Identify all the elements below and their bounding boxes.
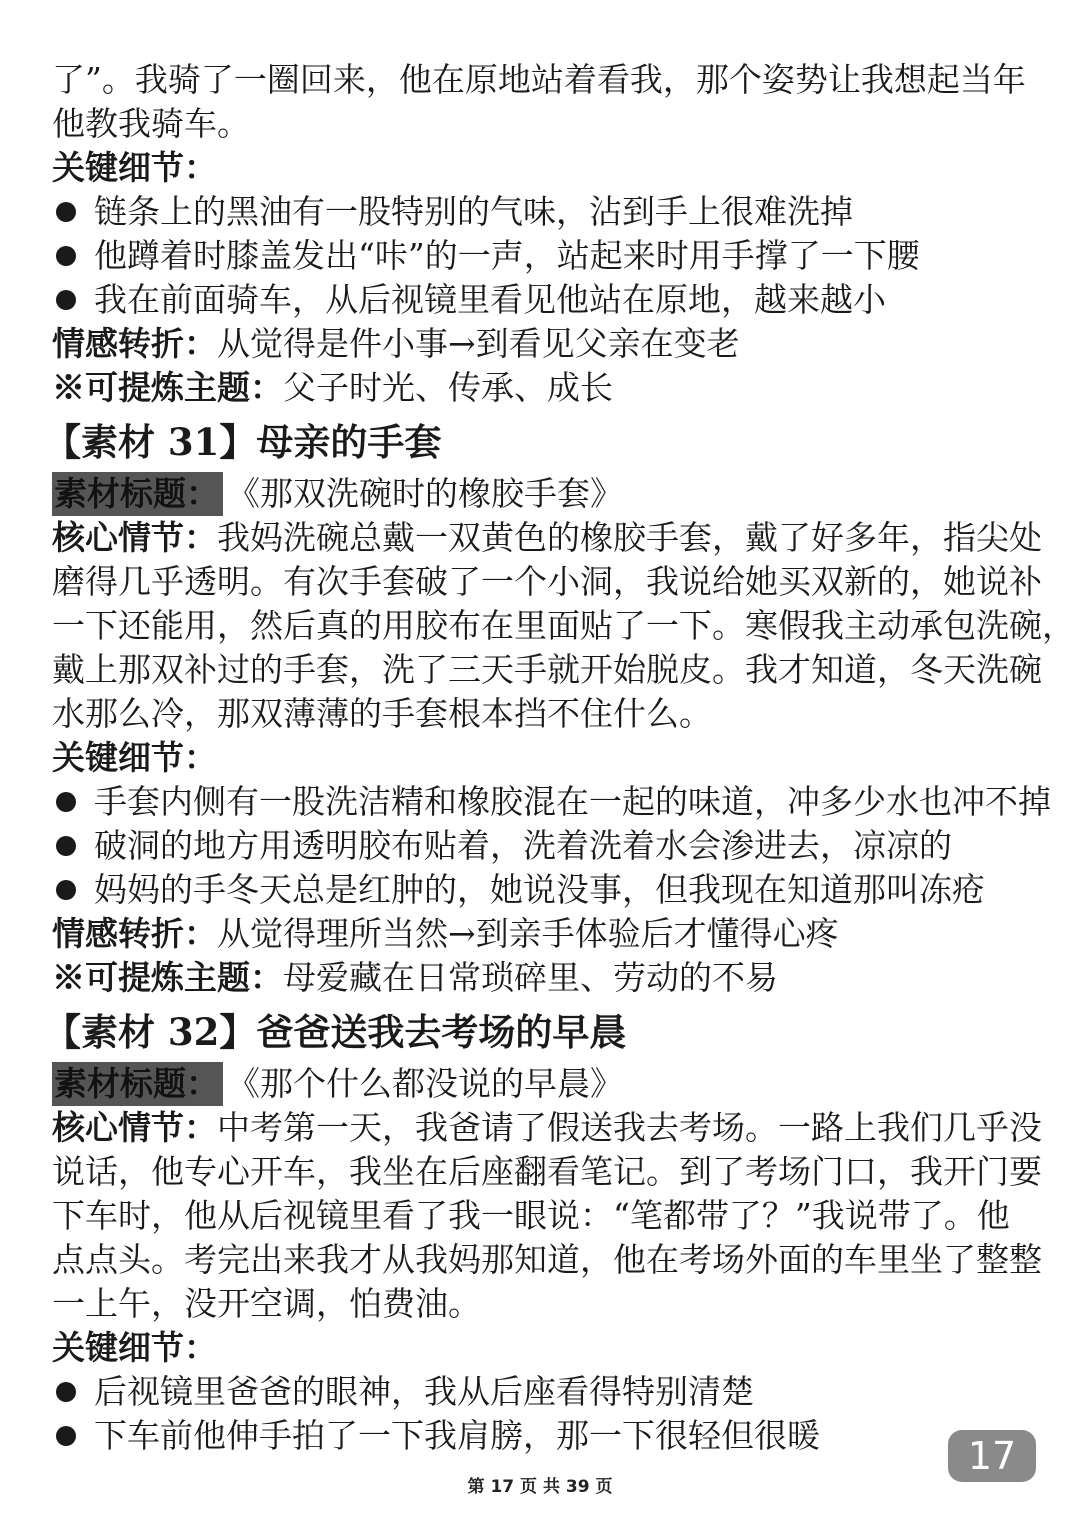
material-32-heading: 【素材 32】爸爸送我去考场的早晨: [44, 1010, 627, 1054]
list-item-text: 手套内侧有一股洗洁精和橡胶混在一起的味道，冲多少水也冲不掉: [94, 782, 1051, 821]
material-title: 《那个什么都没说的早晨》: [227, 1064, 623, 1103]
core-plot-label: 核心情节：: [52, 518, 217, 557]
core-plot-text: 中考第一天，我爸请了假送我去考场。一路上我们几乎没: [217, 1108, 1042, 1147]
core-plot-line: 一下还能用，然后真的用胶布在里面贴了一下。寒假我主动承包洗碗，: [52, 606, 1075, 645]
list-item: [52, 234, 1042, 278]
core-plot-line: [52, 1106, 1042, 1150]
page-footer: 第 17 页 共 39 页: [467, 1477, 613, 1497]
material-title-row: [52, 472, 1042, 516]
theme-label: ※可提炼主题：: [52, 958, 283, 997]
bullet-dot-icon: [56, 246, 76, 266]
core-plot-line: 说话，他专心开车，我坐在后座翻看笔记。到了考场门口，我开门要: [52, 1152, 1042, 1191]
material-title-tag: 素材标题：: [52, 472, 223, 516]
list-item-text: 破洞的地方用透明胶布贴着，洗着洗着水会渗进去，凉凉的: [94, 826, 952, 865]
core-plot-line: [52, 516, 1042, 560]
emotion-turn: [52, 912, 1042, 956]
list-item: [52, 278, 1042, 322]
material-31-heading: 【素材 31】母亲的手套: [44, 420, 442, 464]
core-plot-label: 核心情节：: [52, 1108, 217, 1147]
emotion-text: 从觉得理所当然→到亲手体验后才懂得心疼: [217, 914, 839, 953]
intro-line: 了”。我骑了一圈回来，他在原地站着看我，那个姿势让我想起当年: [52, 60, 1026, 99]
bullet-dot-icon: [56, 1426, 76, 1446]
core-plot-line: 水那么冷，那双薄薄的手套根本挡不住什么。: [52, 694, 712, 733]
list-item: [52, 190, 1042, 234]
emotion-label: 情感转折：: [52, 914, 217, 953]
bullet-dot-icon: [56, 880, 76, 900]
theme: [52, 366, 1042, 410]
bullet-dot-icon: [56, 792, 76, 812]
list-item: [52, 780, 1051, 824]
key-details-label: 关键细节：: [52, 1328, 217, 1367]
document-page: [44, 58, 1075, 1458]
core-plot-text: 我妈洗碗总戴一双黄色的橡胶手套，戴了好多年，指尖处: [217, 518, 1042, 557]
list-item-text: 下车前他伸手拍了一下我肩膀，那一下很轻但很暖: [94, 1416, 820, 1455]
list-item-text: 我在前面骑车，从后视镜里看见他站在原地，越来越小: [94, 280, 886, 319]
bullet-dot-icon: [56, 202, 76, 222]
material-title-tag: 素材标题：: [52, 1062, 223, 1106]
list-item-text: 后视镜里爸爸的眼神，我从后座看得特别清楚: [94, 1372, 754, 1411]
list-item: [52, 868, 1042, 912]
core-plot-line: 戴上那双补过的手套，洗了三天手就开始脱皮。我才知道，冬天洗碗: [52, 650, 1042, 689]
bullet-dot-icon: [56, 1382, 76, 1402]
theme-label: ※可提炼主题：: [52, 368, 283, 407]
intro-line: 他教我骑车。: [52, 104, 250, 143]
bullet-dot-icon: [56, 290, 76, 310]
list-item: [52, 1414, 1042, 1458]
list-item-text: 他蹲着时膝盖发出“咔”的一声，站起来时用手撑了一下腰: [94, 236, 920, 275]
theme-text: 父子时光、传承、成长: [283, 368, 613, 407]
list-item: [52, 1370, 1042, 1414]
theme-text: 母爱藏在日常琐碎里、劳动的不易: [283, 958, 778, 997]
theme: [52, 956, 1042, 1000]
material-title-row: [52, 1062, 1042, 1106]
material-title: 《那双洗碗时的橡胶手套》: [227, 474, 623, 513]
emotion-text: 从觉得是件小事→到看见父亲在变老: [217, 324, 740, 363]
key-details-label: 关键细节：: [52, 738, 217, 777]
list-item-text: 妈妈的手冬天总是红肿的，她说没事，但我现在知道那叫冻疮: [94, 870, 985, 909]
emotion-label: 情感转折：: [52, 324, 217, 363]
core-plot-line: 点点头。考完出来我才从我妈那知道，他在考场外面的车里坐了整整: [52, 1240, 1042, 1279]
page-number-badge: 17: [948, 1430, 1036, 1482]
list-item-text: 链条上的黑油有一股特别的气味，沾到手上很难洗掉: [94, 192, 853, 231]
list-item: [52, 824, 1042, 868]
key-details-label: 关键细节：: [52, 148, 217, 187]
core-plot-line: 下车时，他从后视镜里看了我一眼说：“笔都带了？”我说带了。他: [52, 1196, 1010, 1235]
emotion-turn: [52, 322, 1042, 366]
bullet-dot-icon: [56, 836, 76, 856]
core-plot-line: 一上午，没开空调，怕费油。: [52, 1284, 481, 1323]
core-plot-line: 磨得几乎透明。有次手套破了一个小洞，我说给她买双新的，她说补: [52, 562, 1042, 601]
